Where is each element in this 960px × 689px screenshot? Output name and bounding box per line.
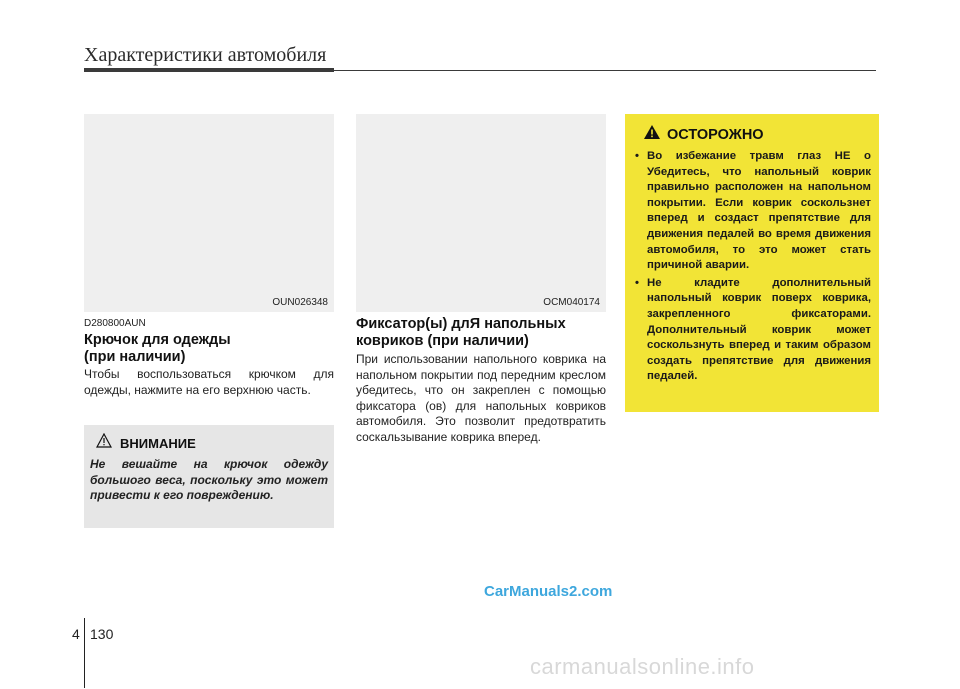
mat-section-body: При использовании напольного коврика на напольном покрытии под передним креслом убедитесь, что он закреплен с помощью фиксатора (ов) для напольных ковриков автомобиля. Это позволит предотвратить соскальзывание коврика вперед. <box>356 352 606 444</box>
warning-list <box>633 149 871 385</box>
notice-box <box>84 425 334 528</box>
mat-section-title <box>356 316 606 350</box>
floor-mat-anchor-image <box>356 114 606 312</box>
hook-title-line1: Крючок для одежды <box>84 332 231 348</box>
warning-header <box>633 124 871 145</box>
page-header-title: Характеристики автомобиля <box>84 44 327 66</box>
bullet: • <box>635 276 639 289</box>
warning-box <box>625 114 879 412</box>
page-number-divider <box>84 618 85 688</box>
section-number: 4 <box>72 626 80 642</box>
section-ref-code: D280800AUN <box>84 318 146 329</box>
image-code-label: OUN026348 <box>272 297 328 308</box>
warning-item <box>633 276 871 385</box>
mat-title-line2: ковриков (при наличии) <box>356 333 529 349</box>
site-watermark: carmanualsonline.info <box>530 654 755 679</box>
mat-title-line1: Фиксатор(ы) длЯ напольных <box>356 316 566 332</box>
warning-item <box>633 149 871 274</box>
hook-title-line2: (при наличии) <box>84 349 186 365</box>
warning-title: ОСТОРОЖНО <box>667 126 764 143</box>
header-rule-thick <box>84 68 334 72</box>
clothes-hook-image <box>84 114 334 312</box>
caution-outline-icon <box>96 433 112 453</box>
bullet: • <box>635 150 639 162</box>
notice-title: ВНИМАНИЕ <box>120 435 196 451</box>
carmanuals-watermark-link[interactable]: CarManuals2.com <box>484 583 613 600</box>
notice-text: Не вешайте на крючок одежду большого веса, поскольку это может привести к его повреждению. <box>90 457 328 502</box>
hook-section-title <box>84 332 334 366</box>
image-code-label: OCM040174 <box>543 297 600 308</box>
warning-item-text: Не кладите дополнительный напольный коврик поверх коврика, закрепленного фиксаторами. Дополнительный коврик может соскользнуть вперед и таким образом создать препятствие для движения педалей. <box>647 276 871 383</box>
notice-header <box>90 433 328 453</box>
header-rule-thin <box>334 70 876 71</box>
hook-section-body: Чтобы воспользоваться крючком для одежды, нажмите на его верхнюю часть. <box>84 367 334 397</box>
warning-triangle-icon <box>643 124 661 145</box>
warning-item-text: Во избежание травм глаз НЕ о Убедитесь, что напольный коврик правильно расположен на напольном покрытии. Если коврик соскользнет вперед и создаст препятствие для движения педалей во время движения автомобиля, то это может стать причиной аварии. <box>647 150 871 272</box>
page-number: 130 <box>90 626 114 642</box>
